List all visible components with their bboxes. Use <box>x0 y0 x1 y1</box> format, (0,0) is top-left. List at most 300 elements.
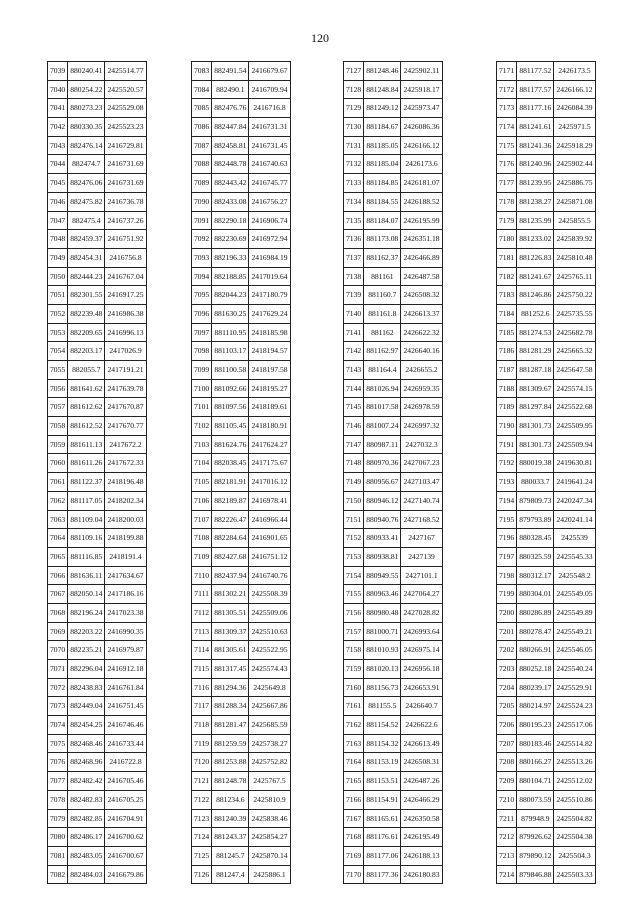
table-row <box>192 622 291 641</box>
y-coordinate-cell: 2425838.46 <box>249 809 290 828</box>
x-coordinate-cell: 881641.62 <box>68 379 105 398</box>
point-number-cell: 7183 <box>497 286 517 305</box>
table-row <box>48 435 147 454</box>
y-coordinate-cell: 2425738.27 <box>249 734 290 753</box>
x-coordinate-cell: 881116.85 <box>68 547 105 566</box>
y-coordinate-cell: 2425513.26 <box>554 753 595 772</box>
coordinate-table <box>496 61 596 884</box>
point-number-cell: 7132 <box>344 155 364 174</box>
point-number-cell: 7082 <box>48 865 68 884</box>
y-coordinate-cell: 2425855.5 <box>554 211 595 230</box>
x-coordinate-cell: 881100.58 <box>212 361 249 380</box>
y-coordinate-cell: 2425767.5 <box>249 772 290 791</box>
x-coordinate-cell: 881160.7 <box>364 286 401 305</box>
x-coordinate-cell: 880266.91 <box>517 641 554 660</box>
table-row <box>192 248 291 267</box>
x-coordinate-cell: 882438.83 <box>68 678 105 697</box>
table-row <box>192 585 291 604</box>
table-row <box>344 828 443 847</box>
x-coordinate-cell: 880239.17 <box>517 678 554 697</box>
point-number-cell: 7128 <box>344 80 364 99</box>
table-row <box>344 566 443 585</box>
table-row <box>48 62 147 81</box>
x-coordinate-cell: 881241.61 <box>517 118 554 137</box>
x-coordinate-cell: 880933.41 <box>364 529 401 548</box>
y-coordinate-cell: 2427168.52 <box>401 510 442 529</box>
point-number-cell: 7104 <box>192 454 212 473</box>
y-coordinate-cell: 2426173.5 <box>554 62 595 81</box>
y-coordinate-cell: 2425549.21 <box>554 622 595 641</box>
y-coordinate-cell: 2420241.14 <box>554 510 595 529</box>
x-coordinate-cell: 882209.65 <box>68 323 105 342</box>
y-coordinate-cell: 2418196.48 <box>105 473 146 492</box>
x-coordinate-cell: 881097.56 <box>212 398 249 417</box>
x-coordinate-cell: 882230.69 <box>212 230 249 249</box>
point-number-cell: 7164 <box>344 753 364 772</box>
y-coordinate-cell: 2417634.67 <box>105 566 146 585</box>
table-row <box>497 473 596 492</box>
y-coordinate-cell: 2416731.31 <box>249 118 290 137</box>
y-coordinate-cell: 2417639.78 <box>105 379 146 398</box>
table-row <box>497 398 596 417</box>
y-coordinate-cell: 2416767.04 <box>105 267 146 286</box>
table-row <box>48 99 147 118</box>
y-coordinate-cell: 2427140.74 <box>401 491 442 510</box>
table-row <box>192 753 291 772</box>
table-row <box>344 510 443 529</box>
point-number-cell: 7156 <box>344 603 364 622</box>
y-coordinate-cell: 2426653.91 <box>401 678 442 697</box>
y-coordinate-cell: 2426173.6 <box>401 155 442 174</box>
point-number-cell: 7116 <box>192 678 212 697</box>
point-number-cell: 7135 <box>344 211 364 230</box>
y-coordinate-cell: 2416990.35 <box>105 622 146 641</box>
y-coordinate-cell: 2425548.2 <box>554 566 595 585</box>
x-coordinate-cell: 880963.46 <box>364 585 401 604</box>
x-coordinate-cell: 881177.06 <box>364 846 401 865</box>
table-row <box>344 772 443 791</box>
point-number-cell: 7089 <box>192 174 212 193</box>
table-row <box>48 641 147 660</box>
point-number-cell: 7068 <box>48 603 68 622</box>
table-row <box>48 454 147 473</box>
x-coordinate-cell: 882235.21 <box>68 641 105 660</box>
point-number-cell: 7099 <box>192 361 212 380</box>
table-row <box>192 772 291 791</box>
x-coordinate-cell: 882482.83 <box>68 790 105 809</box>
y-coordinate-cell: 2416917.25 <box>105 286 146 305</box>
y-coordinate-cell: 2425685.59 <box>249 716 290 735</box>
x-coordinate-cell: 881630.25 <box>212 304 249 323</box>
point-number-cell: 7210 <box>497 790 517 809</box>
point-number-cell: 7158 <box>344 641 364 660</box>
x-coordinate-cell: 881611.13 <box>68 435 105 454</box>
table-row <box>48 772 147 791</box>
x-coordinate-cell: 881177.52 <box>517 62 554 81</box>
point-number-cell: 7190 <box>497 417 517 436</box>
y-coordinate-cell: 2417016.12 <box>249 473 290 492</box>
point-number-cell: 7075 <box>48 734 68 753</box>
x-coordinate-cell: 880980.48 <box>364 603 401 622</box>
table-row <box>192 267 291 286</box>
y-coordinate-cell: 2416978.41 <box>249 491 290 510</box>
table-row <box>48 734 147 753</box>
y-coordinate-cell: 2427139 <box>401 547 442 566</box>
x-coordinate-cell: 882482.85 <box>68 809 105 828</box>
x-coordinate-cell: 879846.88 <box>517 865 554 884</box>
y-coordinate-cell: 2425523.23 <box>105 118 146 137</box>
table-row <box>344 547 443 566</box>
y-coordinate-cell: 2427101.1 <box>401 566 442 585</box>
x-coordinate-cell: 879809.73 <box>517 491 554 510</box>
y-coordinate-cell: 2416736.78 <box>105 192 146 211</box>
y-coordinate-cell: 2425647.58 <box>554 361 595 380</box>
x-coordinate-cell: 880104.71 <box>517 772 554 791</box>
y-coordinate-cell: 2425971.5 <box>554 118 595 137</box>
y-coordinate-cell: 2416729.81 <box>105 136 146 155</box>
x-coordinate-cell: 882491.54 <box>212 62 249 81</box>
point-number-cell: 7145 <box>344 398 364 417</box>
x-coordinate-cell: 882468.46 <box>68 734 105 753</box>
table-row <box>48 473 147 492</box>
point-number-cell: 7127 <box>344 62 364 81</box>
y-coordinate-cell: 2416966.44 <box>249 510 290 529</box>
point-number-cell: 7044 <box>48 155 68 174</box>
table-row <box>497 846 596 865</box>
table-row <box>48 510 147 529</box>
y-coordinate-cell: 2416906.74 <box>249 211 290 230</box>
table-row <box>497 174 596 193</box>
table-row <box>192 454 291 473</box>
point-number-cell: 7112 <box>192 603 212 622</box>
point-number-cell: 7173 <box>497 99 517 118</box>
y-coordinate-cell: 2418197.58 <box>249 361 290 380</box>
point-number-cell: 7139 <box>344 286 364 305</box>
y-coordinate-cell: 2426959.35 <box>401 379 442 398</box>
y-coordinate-cell: 2426181.07 <box>401 174 442 193</box>
y-coordinate-cell: 2425918.29 <box>554 136 595 155</box>
y-coordinate-cell: 2416709.94 <box>249 80 290 99</box>
y-coordinate-cell: 2425810.48 <box>554 248 595 267</box>
table-row <box>497 323 596 342</box>
y-coordinate-cell: 2427067.23 <box>401 454 442 473</box>
y-coordinate-cell: 2416716.8 <box>249 99 290 118</box>
x-coordinate-cell: 881239.95 <box>517 174 554 193</box>
table-row <box>192 361 291 380</box>
y-coordinate-cell: 2417023.38 <box>105 603 146 622</box>
point-number-cell: 7041 <box>48 99 68 118</box>
y-coordinate-cell: 2416679.86 <box>105 865 146 884</box>
point-number-cell: 7059 <box>48 435 68 454</box>
point-number-cell: 7179 <box>497 211 517 230</box>
table-row <box>497 62 596 81</box>
y-coordinate-cell: 2426487.26 <box>401 772 442 791</box>
table-row <box>192 398 291 417</box>
point-number-cell: 7079 <box>48 809 68 828</box>
x-coordinate-cell: 881161 <box>364 267 401 286</box>
y-coordinate-cell: 2416761.84 <box>105 678 146 697</box>
x-coordinate-cell: 882196.24 <box>68 603 105 622</box>
x-coordinate-cell: 881238.27 <box>517 192 554 211</box>
table-row <box>497 80 596 99</box>
table-row <box>497 211 596 230</box>
x-coordinate-cell: 881301.73 <box>517 435 554 454</box>
y-coordinate-cell: 2416704.91 <box>105 809 146 828</box>
point-number-cell: 7188 <box>497 379 517 398</box>
table-row <box>344 865 443 884</box>
table-row <box>48 248 147 267</box>
y-coordinate-cell: 2425574.43 <box>249 660 290 679</box>
table-row <box>497 772 596 791</box>
x-coordinate-cell: 882181.91 <box>212 473 249 492</box>
x-coordinate-cell: 881288.34 <box>212 697 249 716</box>
x-coordinate-cell: 882443.42 <box>212 174 249 193</box>
point-number-cell: 7214 <box>497 865 517 884</box>
x-coordinate-cell: 882189.87 <box>212 491 249 510</box>
point-number-cell: 7174 <box>497 118 517 137</box>
x-coordinate-cell: 881117.05 <box>68 491 105 510</box>
x-coordinate-cell: 881177.16 <box>517 99 554 118</box>
y-coordinate-cell: 2425510.63 <box>249 622 290 641</box>
point-number-cell: 7163 <box>344 734 364 753</box>
y-coordinate-cell: 2425973.47 <box>401 99 442 118</box>
x-coordinate-cell: 881162 <box>364 323 401 342</box>
table-row <box>48 809 147 828</box>
point-number-cell: 7110 <box>192 566 212 585</box>
x-coordinate-cell: 881109.16 <box>68 529 105 548</box>
y-coordinate-cell: 2425510.86 <box>554 790 595 809</box>
y-coordinate-cell: 2425509.95 <box>554 417 595 436</box>
point-number-cell: 7155 <box>344 585 364 604</box>
point-number-cell: 7149 <box>344 473 364 492</box>
y-coordinate-cell: 2416737.26 <box>105 211 146 230</box>
point-number-cell: 7182 <box>497 267 517 286</box>
point-number-cell: 7195 <box>497 510 517 529</box>
x-coordinate-cell: 882050.14 <box>68 585 105 604</box>
table-row <box>192 697 291 716</box>
point-number-cell: 7042 <box>48 118 68 137</box>
y-coordinate-cell: 2416740.76 <box>249 566 290 585</box>
table-row <box>497 118 596 137</box>
table-row <box>192 304 291 323</box>
point-number-cell: 7202 <box>497 641 517 660</box>
x-coordinate-cell: 882301.55 <box>68 286 105 305</box>
x-coordinate-cell: 881103.17 <box>212 342 249 361</box>
table-row <box>48 603 147 622</box>
y-coordinate-cell: 2425918.17 <box>401 80 442 99</box>
table-row <box>344 361 443 380</box>
point-number-cell: 7084 <box>192 80 212 99</box>
point-number-cell: 7213 <box>497 846 517 865</box>
x-coordinate-cell: 881233.02 <box>517 230 554 249</box>
point-number-cell: 7167 <box>344 809 364 828</box>
point-number-cell: 7200 <box>497 603 517 622</box>
x-coordinate-cell: 882449.04 <box>68 697 105 716</box>
table-row <box>497 342 596 361</box>
x-coordinate-cell: 879926.62 <box>517 828 554 847</box>
point-number-cell: 7083 <box>192 62 212 81</box>
y-coordinate-cell: 2417180.79 <box>249 286 290 305</box>
table-row <box>344 80 443 99</box>
x-coordinate-cell: 881611.26 <box>68 454 105 473</box>
point-number-cell: 7062 <box>48 491 68 510</box>
table-row <box>344 398 443 417</box>
point-number-cell: 7097 <box>192 323 212 342</box>
table-row <box>192 174 291 193</box>
point-number-cell: 7053 <box>48 323 68 342</box>
point-number-cell: 7147 <box>344 435 364 454</box>
x-coordinate-cell: 882476.06 <box>68 174 105 193</box>
x-coordinate-cell: 881240.96 <box>517 155 554 174</box>
point-number-cell: 7047 <box>48 211 68 230</box>
y-coordinate-cell: 2416745.77 <box>249 174 290 193</box>
x-coordinate-cell: 879890.12 <box>517 846 554 865</box>
point-number-cell: 7095 <box>192 286 212 305</box>
y-coordinate-cell: 2425549.89 <box>554 603 595 622</box>
coordinate-table <box>191 61 291 884</box>
y-coordinate-cell: 2417629.24 <box>249 304 290 323</box>
y-coordinate-cell: 2425682.78 <box>554 323 595 342</box>
table-row <box>344 435 443 454</box>
point-number-cell: 7176 <box>497 155 517 174</box>
x-coordinate-cell: 881177.57 <box>517 80 554 99</box>
y-coordinate-cell: 2416751.45 <box>105 697 146 716</box>
table-row <box>344 379 443 398</box>
point-number-cell: 7094 <box>192 267 212 286</box>
x-coordinate-cell: 882433.08 <box>212 192 249 211</box>
y-coordinate-cell: 2425752.82 <box>249 753 290 772</box>
table-row <box>48 80 147 99</box>
table-row <box>344 248 443 267</box>
y-coordinate-cell: 2418189.61 <box>249 398 290 417</box>
point-number-cell: 7157 <box>344 622 364 641</box>
x-coordinate-cell: 880278.47 <box>517 622 554 641</box>
y-coordinate-cell: 2417191.21 <box>105 361 146 380</box>
x-coordinate-cell: 880019.38 <box>517 454 554 473</box>
y-coordinate-cell: 2427028.82 <box>401 603 442 622</box>
point-number-cell: 7114 <box>192 641 212 660</box>
x-coordinate-cell: 881245.7 <box>212 846 249 865</box>
table-row <box>192 323 291 342</box>
y-coordinate-cell: 2425870.14 <box>249 846 290 865</box>
x-coordinate-cell: 880033.7 <box>517 473 554 492</box>
x-coordinate-cell: 881305.61 <box>212 641 249 660</box>
y-coordinate-cell: 2425750.22 <box>554 286 595 305</box>
point-number-cell: 7212 <box>497 828 517 847</box>
x-coordinate-cell: 881017.58 <box>364 398 401 417</box>
table-row <box>497 660 596 679</box>
x-coordinate-cell: 881155.5 <box>364 697 401 716</box>
y-coordinate-cell: 2416740.63 <box>249 155 290 174</box>
x-coordinate-cell: 882203.22 <box>68 622 105 641</box>
table-row <box>48 286 147 305</box>
x-coordinate-cell: 880304.01 <box>517 585 554 604</box>
y-coordinate-cell: 2416733.44 <box>105 734 146 753</box>
table-row <box>497 248 596 267</box>
table-row <box>344 753 443 772</box>
y-coordinate-cell: 2425504.82 <box>554 809 595 828</box>
point-number-cell: 7091 <box>192 211 212 230</box>
table-row <box>192 230 291 249</box>
y-coordinate-cell: 2425886.75 <box>554 174 595 193</box>
y-coordinate-cell: 2425665.32 <box>554 342 595 361</box>
x-coordinate-cell: 882203.17 <box>68 342 105 361</box>
table-row <box>497 641 596 660</box>
x-coordinate-cell: 881287.18 <box>517 361 554 380</box>
point-number-cell: 7119 <box>192 734 212 753</box>
table-row <box>192 473 291 492</box>
x-coordinate-cell: 881248.46 <box>364 62 401 81</box>
point-number-cell: 7052 <box>48 304 68 323</box>
y-coordinate-cell: 2426084.39 <box>554 99 595 118</box>
x-coordinate-cell: 882482.42 <box>68 772 105 791</box>
table-row <box>48 267 147 286</box>
y-coordinate-cell: 2419641.24 <box>554 473 595 492</box>
x-coordinate-cell: 880949.55 <box>364 566 401 585</box>
x-coordinate-cell: 880987.11 <box>364 435 401 454</box>
point-number-cell: 7160 <box>344 678 364 697</box>
table-row <box>48 865 147 884</box>
x-coordinate-cell: 882437.94 <box>212 566 249 585</box>
y-coordinate-cell: 2416722.8 <box>105 753 146 772</box>
y-coordinate-cell: 2425765.11 <box>554 267 595 286</box>
point-number-cell: 7101 <box>192 398 212 417</box>
table-row <box>344 136 443 155</box>
x-coordinate-cell: 881156.73 <box>364 678 401 697</box>
x-coordinate-cell: 881612.52 <box>68 417 105 436</box>
x-coordinate-cell: 880286.89 <box>517 603 554 622</box>
table-row <box>48 716 147 735</box>
point-number-cell: 7165 <box>344 772 364 791</box>
table-row <box>192 118 291 137</box>
table-row <box>497 809 596 828</box>
y-coordinate-cell: 2425524.23 <box>554 697 595 716</box>
x-coordinate-cell: 881281.29 <box>517 342 554 361</box>
x-coordinate-cell: 881010.93 <box>364 641 401 660</box>
point-number-cell: 7181 <box>497 248 517 267</box>
point-number-cell: 7070 <box>48 641 68 660</box>
point-number-cell: 7201 <box>497 622 517 641</box>
y-coordinate-cell: 2425529.91 <box>554 678 595 697</box>
point-number-cell: 7203 <box>497 660 517 679</box>
table-row <box>344 790 443 809</box>
y-coordinate-cell: 2425854.27 <box>249 828 290 847</box>
table-row <box>192 510 291 529</box>
table-row <box>48 174 147 193</box>
table-row <box>48 192 147 211</box>
y-coordinate-cell: 2417175.67 <box>249 454 290 473</box>
point-number-cell: 7185 <box>497 323 517 342</box>
x-coordinate-cell: 881122.37 <box>68 473 105 492</box>
y-coordinate-cell: 2417624.27 <box>249 435 290 454</box>
x-coordinate-cell: 881248.84 <box>364 80 401 99</box>
table-row <box>497 379 596 398</box>
x-coordinate-cell: 880273.23 <box>68 99 105 118</box>
point-number-cell: 7046 <box>48 192 68 211</box>
x-coordinate-cell: 881240.39 <box>212 809 249 828</box>
y-coordinate-cell: 2425503.33 <box>554 865 595 884</box>
y-coordinate-cell: 2417670.77 <box>105 417 146 436</box>
coordinate-table <box>343 61 443 884</box>
table-row <box>344 846 443 865</box>
point-number-cell: 7106 <box>192 491 212 510</box>
x-coordinate-cell: 881234.6 <box>212 790 249 809</box>
x-coordinate-cell: 880312.17 <box>517 566 554 585</box>
table-row <box>344 585 443 604</box>
point-number-cell: 7039 <box>48 62 68 81</box>
x-coordinate-cell: 881309.37 <box>212 622 249 641</box>
table-row <box>497 585 596 604</box>
